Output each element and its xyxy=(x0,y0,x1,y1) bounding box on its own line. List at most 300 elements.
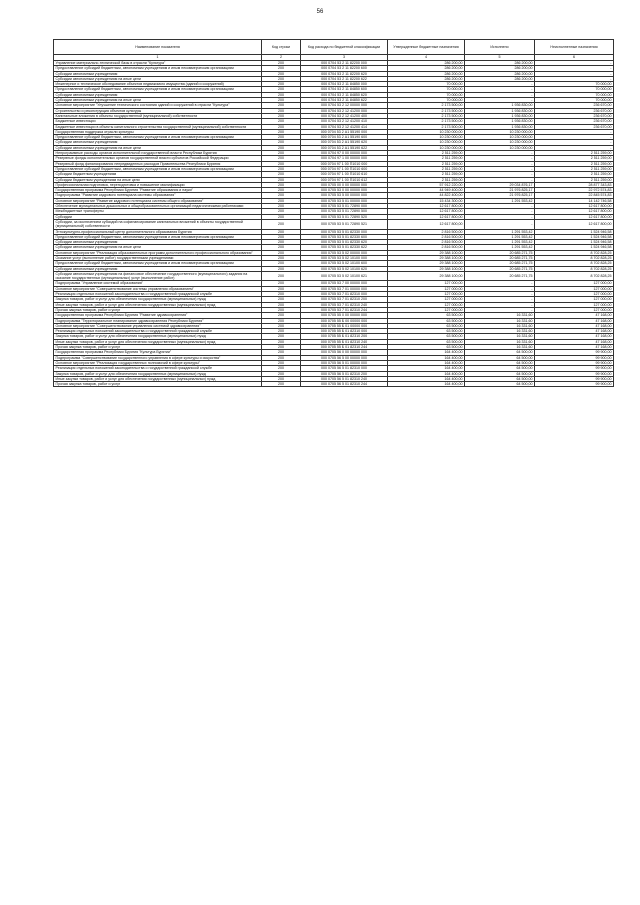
row-classification-code-cell: 000 0704 53 2 11 82200 000 xyxy=(301,61,388,66)
row-remaining-cell: 8 702 828,25 xyxy=(535,250,614,255)
row-remaining-cell: - xyxy=(535,71,614,76)
row-executed-cell: - xyxy=(465,87,535,92)
row-line-code-cell: 200 xyxy=(262,266,301,271)
row-line-code-cell: 200 xyxy=(262,382,301,387)
row-name-cell: Подпрограмма "Территориальное планирование здравоохранения Республики Бурятия" xyxy=(54,318,262,323)
row-classification-code-cell: 000 0704 97 1 00 00000 000 xyxy=(301,156,388,161)
row-classification-code-cell: 000 0704 53 2 А1 55190 622 xyxy=(301,145,388,150)
row-classification-code-cell: 000 0705 56 5 00 00000 000 xyxy=(301,355,388,360)
table-row xyxy=(54,245,614,250)
row-approved-cell: 164 400,00 xyxy=(388,350,465,355)
row-line-code-cell: 200 xyxy=(262,250,301,255)
table-row xyxy=(54,350,614,355)
row-classification-code-cell: 000 0704 53 2 11 82200 622 xyxy=(301,76,388,81)
row-executed-cell: 10 230 000,00 xyxy=(465,145,535,150)
row-name-cell: Субсидии автономным учреждениям xyxy=(54,140,262,145)
row-classification-code-cell: 000 0704 53 2 А1 55190 620 xyxy=(301,140,388,145)
row-remaining-cell: 2 511 259,00 xyxy=(535,161,614,166)
table-row xyxy=(54,61,614,66)
row-name-cell: Обеспечение муниципальных дошкольных и общеобразовательных организаций педагогическими работниками xyxy=(54,204,262,209)
header-approved-amounts: Утвержденные бюджетные назначения xyxy=(388,40,465,55)
row-name-cell: Предоставление субсидий бюджетным, автономным учреждениям и иным некоммерческим организациям xyxy=(54,261,262,266)
row-name-cell: Резервные фонды исполнительных органов государственной власти субъектов Российской Федерации xyxy=(54,156,262,161)
row-name-cell: Предоставление субсидий бюджетным, автономным учреждениям и иным некоммерческим организациям xyxy=(54,234,262,239)
row-line-code-cell: 200 xyxy=(262,129,301,134)
column-number: 2 xyxy=(262,55,301,61)
row-line-code-cell: 200 xyxy=(262,71,301,76)
table-row xyxy=(54,355,614,360)
row-executed-cell: - xyxy=(465,161,535,166)
row-remaining-cell: 12 617 800,00 xyxy=(535,209,614,214)
row-approved-cell: 29 388 100,00 xyxy=(388,255,465,260)
column-number: 5 xyxy=(465,55,535,61)
row-line-code-cell: 200 xyxy=(262,271,301,281)
table-row xyxy=(54,382,614,387)
row-classification-code-cell: 000 0705 53 5 02 10100 000 xyxy=(301,255,388,260)
row-name-cell: Государственная поддержка отрасли культуры xyxy=(54,129,262,134)
row-approved-cell: 63 500,00 xyxy=(388,313,465,318)
row-executed-cell: 286 200,00 xyxy=(465,61,535,66)
row-remaining-cell: 127 000,00 xyxy=(535,281,614,286)
row-line-code-cell: 200 xyxy=(262,140,301,145)
row-executed-cell: 16 331,60 xyxy=(465,329,535,334)
row-name-cell: Субсидии автономным учреждениям на иные цели xyxy=(54,76,262,81)
row-classification-code-cell: 000 0705 53 5 02 10100 621 xyxy=(301,271,388,281)
row-remaining-cell: 2 511 259,00 xyxy=(535,166,614,171)
row-approved-cell: 29 388 100,00 xyxy=(388,271,465,281)
row-remaining-cell: 70 000,00 xyxy=(535,82,614,87)
row-executed-cell: 64 500,00 xyxy=(465,376,535,381)
row-executed-cell: 1 936 830,00 xyxy=(465,124,535,129)
row-approved-cell: 29 388 100,00 xyxy=(388,266,465,271)
row-approved-cell: 44 949 400,00 xyxy=(388,188,465,193)
row-classification-code-cell: 000 0705 56 5 01 82310 244 xyxy=(301,382,388,387)
row-name-cell: Субсидии автономным учреждениям на иные цели xyxy=(54,145,262,150)
row-approved-cell: 2 816 500,00 xyxy=(388,234,465,239)
row-remaining-cell: 70 000,00 xyxy=(535,87,614,92)
row-remaining-cell: 28 877 343,83 xyxy=(535,182,614,187)
budget-execution-table xyxy=(53,39,614,387)
row-approved-cell: 10 230 000,00 xyxy=(388,140,465,145)
row-classification-code-cell: 000 0705 53 0 00 00000 000 xyxy=(301,188,388,193)
row-remaining-cell: 8 702 828,25 xyxy=(535,261,614,266)
row-executed-cell: 1 291 553,42 xyxy=(465,229,535,234)
row-executed-cell: 10 230 000,00 xyxy=(465,129,535,134)
row-name-cell: Основное мероприятие "Реализация образовательных программ дополнительного профессионального образования" xyxy=(54,250,262,255)
row-line-code-cell: 200 xyxy=(262,292,301,297)
row-approved-cell: 2 173 500,00 xyxy=(388,124,465,129)
table-row xyxy=(54,334,614,339)
row-classification-code-cell: 000 0704 53 2 11 82200 600 xyxy=(301,66,388,71)
table-row xyxy=(54,234,614,239)
row-approved-cell: 127 000,00 xyxy=(388,281,465,286)
row-remaining-cell: 1 524 946,58 xyxy=(535,234,614,239)
row-name-cell: Управление материально-технической базы в отрасли "Культура" xyxy=(54,61,262,66)
row-remaining-cell: 99 900,00 xyxy=(535,376,614,381)
table-row xyxy=(54,376,614,381)
row-line-code-cell: 200 xyxy=(262,108,301,113)
row-executed-cell: 20 685 271,75 xyxy=(465,255,535,260)
row-line-code-cell: 200 xyxy=(262,209,301,214)
row-name-cell: Субсидии автономным учреждениям xyxy=(54,240,262,245)
row-line-code-cell: 200 xyxy=(262,177,301,182)
row-name-cell: Подпрограмма "Управление системой образования" xyxy=(54,281,262,286)
row-remaining-cell: 127 000,00 xyxy=(535,302,614,307)
row-approved-cell: 10 230 000,00 xyxy=(388,135,465,140)
row-classification-code-cell: 000 0705 53 5 02 10100 600 xyxy=(301,261,388,266)
row-line-code-cell: 200 xyxy=(262,113,301,118)
row-name-cell: Подпрограмма "Развитие кадрового потенциала системы образования" xyxy=(54,193,262,198)
row-executed-cell: 16 331,60 xyxy=(465,323,535,328)
row-approved-cell: 286 200,00 xyxy=(388,71,465,76)
row-name-cell: Строительство и реконструкция объектов культуры xyxy=(54,108,262,113)
row-line-code-cell: 200 xyxy=(262,371,301,376)
row-name-cell: Подпрограмма "Совершенствование государственного управления в сфере культуры и искусства" xyxy=(54,355,262,360)
row-classification-code-cell: 000 0704 53 2 12 00000 000 xyxy=(301,103,388,108)
header-indicator-name: Наименование показателя xyxy=(54,40,262,55)
row-name-cell: Закупка товаров, работ и услуг для обеспечения государственных (муниципальных) нужд xyxy=(54,297,262,302)
row-line-code-cell: 200 xyxy=(262,318,301,323)
row-line-code-cell: 200 xyxy=(262,182,301,187)
row-name-cell: Этнокультурно-профессиональный центр дополнительного образования Бурятия xyxy=(54,229,262,234)
row-executed-cell: 1 936 830,00 xyxy=(465,108,535,113)
row-classification-code-cell: 000 0705 53 7 00 00000 000 xyxy=(301,281,388,286)
row-line-code-cell: 200 xyxy=(262,339,301,344)
row-approved-cell: 63 500,00 xyxy=(388,318,465,323)
row-remaining-cell: 127 000,00 xyxy=(535,286,614,291)
row-remaining-cell: 236 670,00 xyxy=(535,124,614,129)
row-name-cell: Предоставление субсидий бюджетным, автономным учреждениям и иным некоммерческим организациям xyxy=(54,66,262,71)
row-classification-code-cell: 000 0705 53 5 02 10100 620 xyxy=(301,266,388,271)
column-number: 1 xyxy=(54,55,262,61)
table-row xyxy=(54,145,614,150)
row-name-cell: Субсидии автономным учреждениям xyxy=(54,266,262,271)
row-name-cell: Субсидии автономным учреждениям xyxy=(54,92,262,97)
row-approved-cell: 286 200,00 xyxy=(388,76,465,81)
row-remaining-cell: 70 000,00 xyxy=(535,98,614,103)
row-line-code-cell: 200 xyxy=(262,329,301,334)
row-classification-code-cell: 000 0704 97 1 00 П1010 600 xyxy=(301,166,388,171)
row-executed-cell: 64 500,00 xyxy=(465,382,535,387)
row-classification-code-cell: 000 0705 53 7 01 82310 200 xyxy=(301,297,388,302)
table-row xyxy=(54,371,614,376)
row-remaining-cell: 47 168,00 xyxy=(535,313,614,318)
row-line-code-cell: 200 xyxy=(262,156,301,161)
row-line-code-cell: 200 xyxy=(262,366,301,371)
row-executed-cell: - xyxy=(465,177,535,182)
row-executed-cell: - xyxy=(465,82,535,87)
row-classification-code-cell: 000 0705 53 5 02 00000 000 xyxy=(301,250,388,255)
row-classification-code-cell: 000 0704 53 2 11 84850 620 xyxy=(301,92,388,97)
row-line-code-cell: 200 xyxy=(262,350,301,355)
row-classification-code-cell: 000 0705 53 7 01 00000 000 xyxy=(301,286,388,291)
row-executed-cell: - xyxy=(465,302,535,307)
row-line-code-cell: 200 xyxy=(262,229,301,234)
row-remaining-cell: 12 617 800,00 xyxy=(535,219,614,229)
row-line-code-cell: 200 xyxy=(262,135,301,140)
row-approved-cell: 63 500,00 xyxy=(388,345,465,350)
row-approved-cell: 127 000,00 xyxy=(388,286,465,291)
row-executed-cell: - xyxy=(465,98,535,103)
row-name-cell: Субсидии автономным учреждениям на иные цели xyxy=(54,245,262,250)
table-row xyxy=(54,124,614,129)
row-classification-code-cell: 000 0704 53 2 11 82200 620 xyxy=(301,71,388,76)
row-approved-cell: 29 388 100,00 xyxy=(388,250,465,255)
row-classification-code-cell: 000 0705 53 7 01 82310 000 xyxy=(301,292,388,297)
row-name-cell: Закупка товаров, работ и услуг для обеспечения государственных (муниципальных) нужд xyxy=(54,334,262,339)
row-approved-cell: 164 400,00 xyxy=(388,366,465,371)
row-approved-cell: 164 400,00 xyxy=(388,355,465,360)
row-classification-code-cell: 000 0705 56 5 01 82310 240 xyxy=(301,376,388,381)
row-remaining-cell: - xyxy=(535,140,614,145)
row-classification-code-cell: 000 0704 97 1 00 П1010 610 xyxy=(301,172,388,177)
row-executed-cell: 20 685 271,75 xyxy=(465,271,535,281)
row-name-cell: Прочая закупка товаров, работ и услуг xyxy=(54,382,262,387)
row-name-cell: Иные закупки товаров, работ и услуг для обеспечения государственных (муниципальных) нужд xyxy=(54,339,262,344)
row-remaining-cell: 47 168,00 xyxy=(535,334,614,339)
row-executed-cell: 286 200,00 xyxy=(465,66,535,71)
column-number: 4 xyxy=(388,55,465,61)
table-row xyxy=(54,108,614,113)
row-remaining-cell: 99 900,00 xyxy=(535,355,614,360)
row-line-code-cell: 200 xyxy=(262,92,301,97)
row-executed-cell: - xyxy=(465,209,535,214)
row-approved-cell: 2 816 500,00 xyxy=(388,229,465,234)
row-remaining-cell: 127 000,00 xyxy=(535,292,614,297)
row-remaining-cell: 12 617 800,00 xyxy=(535,204,614,209)
header-executed: Исполнено xyxy=(465,40,535,55)
row-line-code-cell: 200 xyxy=(262,98,301,103)
row-name-cell: Основное мероприятие "Совершенствование системы управления образованием" xyxy=(54,286,262,291)
row-executed-cell: - xyxy=(465,281,535,286)
row-line-code-cell: 200 xyxy=(262,188,301,193)
row-approved-cell: 44 822 400,00 xyxy=(388,193,465,198)
row-approved-cell: 63 500,00 xyxy=(388,329,465,334)
row-approved-cell: 164 400,00 xyxy=(388,382,465,387)
row-executed-cell: - xyxy=(465,166,535,171)
row-remaining-cell: - xyxy=(535,145,614,150)
row-remaining-cell: 236 670,00 xyxy=(535,108,614,113)
row-executed-cell: 64 500,00 xyxy=(465,366,535,371)
table-row xyxy=(54,229,614,234)
row-remaining-cell: 47 168,00 xyxy=(535,318,614,323)
row-approved-cell: 164 400,00 xyxy=(388,360,465,365)
row-approved-cell: 127 000,00 xyxy=(388,307,465,312)
row-name-cell: Государственная программа Республики Бурятия "Развитие здравоохранения" xyxy=(54,313,262,318)
row-line-code-cell: 200 xyxy=(262,166,301,171)
row-remaining-cell: 14 142 746,58 xyxy=(535,198,614,203)
row-line-code-cell: 200 xyxy=(262,245,301,250)
row-executed-cell: 1 936 830,00 xyxy=(465,103,535,108)
header-unexecuted: Неисполненные назначения xyxy=(535,40,614,55)
table-row xyxy=(54,271,614,281)
row-executed-cell: 20 685 271,75 xyxy=(465,250,535,255)
table-row xyxy=(54,318,614,323)
row-line-code-cell: 200 xyxy=(262,151,301,156)
row-executed-cell: 1 291 553,42 xyxy=(465,245,535,250)
row-approved-cell: 127 000,00 xyxy=(388,302,465,307)
row-remaining-cell: 99 900,00 xyxy=(535,382,614,387)
row-name-cell: Субсидии автономным учреждениям xyxy=(54,71,262,76)
row-approved-cell: 164 400,00 xyxy=(388,371,465,376)
row-executed-cell: - xyxy=(465,204,535,209)
row-remaining-cell: - xyxy=(535,135,614,140)
row-remaining-cell: 127 000,00 xyxy=(535,307,614,312)
row-line-code-cell: 200 xyxy=(262,172,301,177)
row-approved-cell: 63 500,00 xyxy=(388,323,465,328)
row-classification-code-cell: 000 0704 53 2 12 41200 410 xyxy=(301,119,388,124)
row-approved-cell: 2 816 500,00 xyxy=(388,245,465,250)
row-classification-code-cell: 000 0704 53 2 12 41200 414 xyxy=(301,124,388,129)
row-classification-code-cell: 000 0705 00 0 00 00000 000 xyxy=(301,182,388,187)
row-executed-cell: - xyxy=(465,151,535,156)
row-line-code-cell: 200 xyxy=(262,302,301,307)
row-line-code-cell: 200 xyxy=(262,281,301,286)
row-classification-code-cell: 000 0705 53 5 01 72890 500 xyxy=(301,209,388,214)
row-line-code-cell: 200 xyxy=(262,61,301,66)
row-executed-cell: 20 685 271,75 xyxy=(465,261,535,266)
row-name-cell: Основное мероприятие "Улучшение технического состояния зданий и сооружений в отрасли "Культура" xyxy=(54,103,262,108)
row-line-code-cell: 200 xyxy=(262,87,301,92)
row-remaining-cell: - xyxy=(535,129,614,134)
row-executed-cell: 64 500,00 xyxy=(465,360,535,365)
row-approved-cell: 15 434 300,00 xyxy=(388,198,465,203)
table-row xyxy=(54,366,614,371)
table-row xyxy=(54,135,614,140)
row-classification-code-cell: 000 0705 56 5 01 00000 000 xyxy=(301,360,388,365)
row-line-code-cell: 200 xyxy=(262,204,301,209)
row-executed-cell: 16 331,60 xyxy=(465,313,535,318)
row-name-cell: Профессиональная подготовка, переподготовка и повышение квалификации xyxy=(54,182,262,187)
row-line-code-cell: 200 xyxy=(262,193,301,198)
row-approved-cell: 2 511 259,00 xyxy=(388,166,465,171)
row-name-cell: Основное мероприятие "Реализация государственных полномочий в сфере культуры" xyxy=(54,360,262,365)
row-approved-cell: 10 230 000,00 xyxy=(388,129,465,134)
row-remaining-cell: 1 524 946,58 xyxy=(535,229,614,234)
row-remaining-cell: 12 617 800,00 xyxy=(535,214,614,219)
row-executed-cell: 20 685 271,75 xyxy=(465,266,535,271)
row-remaining-cell: 127 000,00 xyxy=(535,297,614,302)
row-name-cell: Бюджетные инвестиции в объекты капитального строительства государственной (муниципальной) собственности xyxy=(54,124,262,129)
row-remaining-cell: 47 168,00 xyxy=(535,339,614,344)
row-approved-cell: 63 500,00 xyxy=(388,334,465,339)
row-executed-cell: - xyxy=(465,292,535,297)
row-line-code-cell: 200 xyxy=(262,198,301,203)
row-name-cell: Государственная программа Республики Бурятия "Культура Бурятии" xyxy=(54,350,262,355)
row-remaining-cell: 47 168,00 xyxy=(535,345,614,350)
row-remaining-cell: 236 670,00 xyxy=(535,119,614,124)
row-executed-cell: 16 331,60 xyxy=(465,318,535,323)
row-line-code-cell: 200 xyxy=(262,103,301,108)
row-line-code-cell: 200 xyxy=(262,240,301,245)
row-remaining-cell: 99 900,00 xyxy=(535,360,614,365)
row-classification-code-cell: 000 0705 55 0 00 00000 000 xyxy=(301,313,388,318)
row-approved-cell: 12 617 800,00 xyxy=(388,214,465,219)
row-executed-cell: - xyxy=(465,286,535,291)
row-line-code-cell: 200 xyxy=(262,261,301,266)
row-executed-cell: 1 936 830,00 xyxy=(465,113,535,118)
row-line-code-cell: 200 xyxy=(262,334,301,339)
row-line-code-cell: 200 xyxy=(262,119,301,124)
row-remaining-cell: 99 900,00 xyxy=(535,371,614,376)
row-line-code-cell: 200 xyxy=(262,145,301,150)
row-name-cell: Государственная программа Республики Бурятия "Развитие образования и науки" xyxy=(54,188,262,193)
table-row xyxy=(54,313,614,318)
row-approved-cell: 2 173 500,00 xyxy=(388,103,465,108)
column-number: 6 xyxy=(535,55,614,61)
row-name-cell: Оказание услуг (выполнение работ) государственными учреждениями xyxy=(54,255,262,260)
table-row xyxy=(54,188,614,193)
row-classification-code-cell: 000 0704 53 2 12 41200 400 xyxy=(301,113,388,118)
table-row xyxy=(54,103,614,108)
table-row xyxy=(54,193,614,198)
row-executed-cell: 1 936 830,00 xyxy=(465,119,535,124)
row-remaining-cell: 47 168,00 xyxy=(535,329,614,334)
row-executed-cell: 16 331,60 xyxy=(465,339,535,344)
row-classification-code-cell: 000 0704 53 2 12 41200 000 xyxy=(301,108,388,113)
row-approved-cell: 70 000,00 xyxy=(388,82,465,87)
row-executed-cell: - xyxy=(465,297,535,302)
row-remaining-cell: 8 702 828,25 xyxy=(535,271,614,281)
row-classification-code-cell: 000 0705 53 5 01 82330 622 xyxy=(301,245,388,250)
row-line-code-cell: 200 xyxy=(262,323,301,328)
row-name-cell: Основное мероприятие "Совершенствование управления системой здравоохранения" xyxy=(54,323,262,328)
row-line-code-cell: 200 xyxy=(262,214,301,219)
row-line-code-cell: 200 xyxy=(262,82,301,87)
table-row xyxy=(54,219,614,229)
row-remaining-cell: - xyxy=(535,66,614,71)
table-row xyxy=(54,255,614,260)
row-approved-cell: 2 511 259,00 xyxy=(388,172,465,177)
table-row xyxy=(54,360,614,365)
row-remaining-cell: - xyxy=(535,76,614,81)
table-row xyxy=(54,329,614,334)
row-remaining-cell: 236 670,00 xyxy=(535,103,614,108)
row-executed-cell: 29 034 876,17 xyxy=(465,182,535,187)
row-executed-cell: 1 291 553,42 xyxy=(465,198,535,203)
table-row xyxy=(54,323,614,328)
page-number: 56 xyxy=(316,9,324,15)
row-name-cell: Субсидии бюджетным учреждениям на иные цели xyxy=(54,177,262,182)
row-remaining-cell: 8 702 828,25 xyxy=(535,255,614,260)
row-line-code-cell: 200 xyxy=(262,307,301,312)
row-name-cell: Инженерное и техническое обследование объектов недвижимого имущества (зданий и сооружений) xyxy=(54,82,262,87)
row-approved-cell: 2 173 500,00 xyxy=(388,108,465,113)
row-approved-cell: 29 388 100,00 xyxy=(388,261,465,266)
row-classification-code-cell: 000 0705 53 5 00 00000 000 xyxy=(301,193,388,198)
table-body xyxy=(54,61,614,387)
row-classification-code-cell: 000 0705 53 7 01 82310 240 xyxy=(301,302,388,307)
row-line-code-cell: 200 xyxy=(262,76,301,81)
row-name-cell: Субсидии автономным учреждениям на финансовое обеспечение государственного (муниципального) задания на оказание государственных (муниципальных) услуг (выполнение работ) xyxy=(54,271,262,281)
row-approved-cell: 12 617 800,00 xyxy=(388,219,465,229)
row-approved-cell: 127 000,00 xyxy=(388,297,465,302)
row-remaining-cell: 2 511 259,00 xyxy=(535,172,614,177)
row-approved-cell: 164 400,00 xyxy=(388,376,465,381)
row-name-cell: Реализация отдельных положений законодательства о государственной гражданской службе xyxy=(54,329,262,334)
row-line-code-cell: 200 xyxy=(262,161,301,166)
row-remaining-cell: 2 511 259,00 xyxy=(535,177,614,182)
row-line-code-cell: 200 xyxy=(262,345,301,350)
row-classification-code-cell: 000 0705 55 Б 01 82310 000 xyxy=(301,329,388,334)
row-executed-cell: 21 976 825,17 xyxy=(465,193,535,198)
row-approved-cell: 70 000,00 xyxy=(388,87,465,92)
row-classification-code-cell: 000 0705 53 5 01 72890 000 xyxy=(301,204,388,209)
row-approved-cell: 2 173 500,00 xyxy=(388,119,465,124)
row-classification-code-cell: 000 0705 53 5 01 82330 620 xyxy=(301,240,388,245)
row-name-cell: Предоставление субсидий бюджетным, автономным учреждениям и иным некоммерческим организациям xyxy=(54,135,262,140)
header-budget-classification-code: Код расхода по бюджетной классификации xyxy=(301,40,388,55)
